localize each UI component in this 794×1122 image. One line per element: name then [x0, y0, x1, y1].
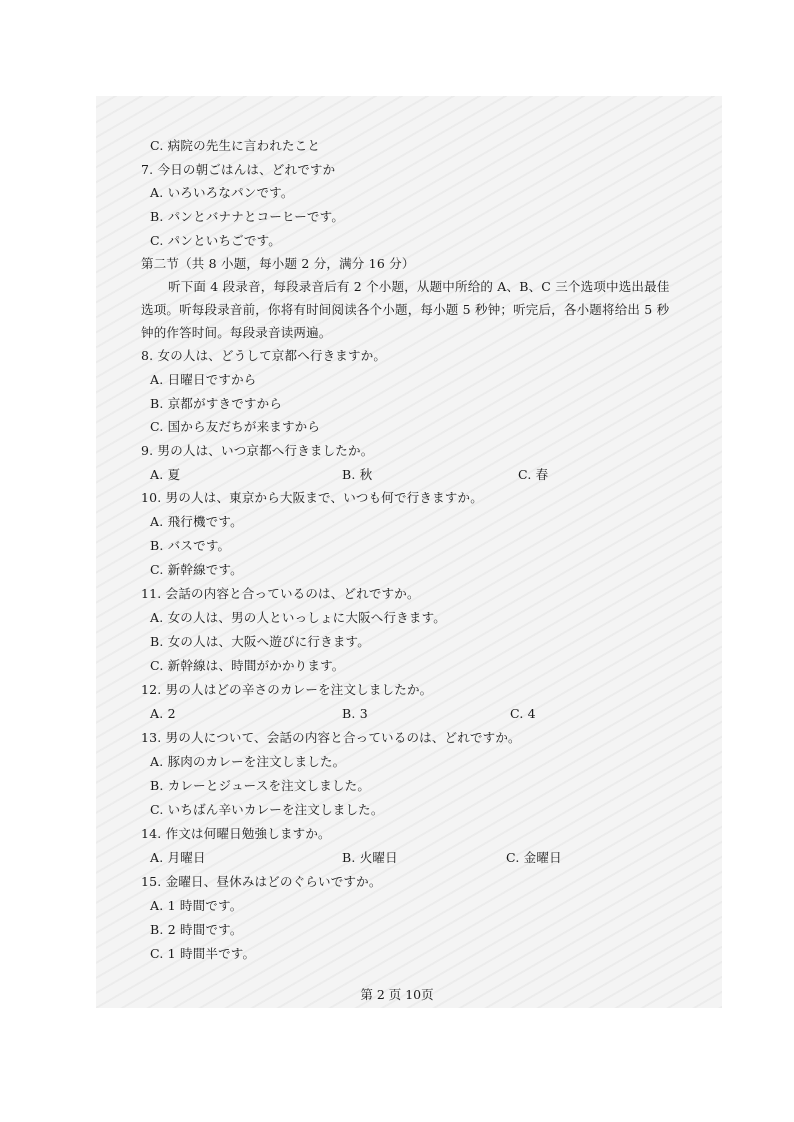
- instruction-line-3: 钟的作答时间。每段录音读两遍。: [141, 325, 332, 340]
- question-8: 8. 女の人は、どうして京都へ行きますか。: [141, 348, 387, 363]
- question-9: 9. 男の人は、いつ京都へ行きましたか。: [141, 443, 374, 458]
- option-10b: B. バスです。: [150, 538, 231, 553]
- option-9b: B. 秋: [342, 467, 373, 482]
- option-13b: B. カレーとジュースを注文しました。: [150, 778, 371, 793]
- option-11a: A. 女の人は、男の人といっしょに大阪へ行きます。: [150, 610, 446, 625]
- option-14b: B. 火曜日: [342, 850, 398, 865]
- option-9c: C. 春: [518, 467, 549, 482]
- option-7c: C. パンといちごです。: [150, 233, 281, 248]
- option-12a: A. 2: [150, 706, 176, 721]
- option-6c: C. 病院の先生に言われたこと: [150, 138, 321, 153]
- option-11c: C. 新幹線は、時間がかかります。: [150, 658, 345, 673]
- question-14: 14. 作文は何曜日勉強しますか。: [141, 826, 331, 841]
- option-13c: C. いちばん辛いカレーを注文しました。: [150, 802, 384, 817]
- option-13a: A. 豚肉のカレーを注文しました。: [150, 754, 346, 769]
- option-8b: B. 京都がすきですから: [150, 396, 283, 411]
- question-12: 12. 男の人はどの辛さのカレーを注文しましたか。: [141, 682, 433, 697]
- option-7b: B. パンとバナナとコーヒーです。: [150, 209, 345, 224]
- question-10: 10. 男の人は、東京から大阪まで、いつも何で行きますか。: [141, 490, 483, 505]
- option-12c: C. 4: [510, 706, 536, 721]
- option-7a: A. いろいろなパンです。: [150, 185, 294, 200]
- question-15: 15. 金曜日、昼休みはどのぐらいですか。: [141, 874, 382, 889]
- option-14a: A. 月曜日: [150, 850, 206, 865]
- instruction-line-1: 听下面 4 段录音，每段录音后有 2 个小题，从题中所给的 A、B、C 三个选项中选出最佳: [168, 279, 670, 294]
- option-15c: C. 1 時間半です。: [150, 946, 256, 961]
- section-heading: 第二节（共 8 小题，每小题 2 分，满分 16 分）: [141, 256, 415, 271]
- page-number: 第 2 页 10页: [360, 987, 434, 1002]
- question-13: 13. 男の人について、会話の内容と合っているのは、どれですか。: [141, 730, 521, 745]
- option-12b: B. 3: [342, 706, 368, 721]
- option-8a: A. 日曜日ですから: [150, 372, 257, 387]
- option-10a: A. 飛行機です。: [150, 514, 243, 529]
- option-9a: A. 夏: [150, 467, 181, 482]
- option-15b: B. 2 時間です。: [150, 922, 243, 937]
- instruction-line-2: 选项。听每段录音前，你将有时间阅读各个小题，每小题 5 秒钟；听完后，各小题将给出 5 秒: [141, 302, 670, 317]
- option-14c: C. 金曜日: [506, 850, 562, 865]
- question-7: 7. 今日の朝ごはんは、どれですか: [141, 162, 336, 177]
- option-10c: C. 新幹線です。: [150, 562, 243, 577]
- option-15a: A. 1 時間です。: [150, 898, 243, 913]
- question-11: 11. 会話の内容と合っているのは、どれですか。: [141, 586, 420, 601]
- option-8c: C. 国から友だちが来ますから: [150, 419, 321, 434]
- option-11b: B. 女の人は、大阪へ遊びに行きます。: [150, 634, 370, 649]
